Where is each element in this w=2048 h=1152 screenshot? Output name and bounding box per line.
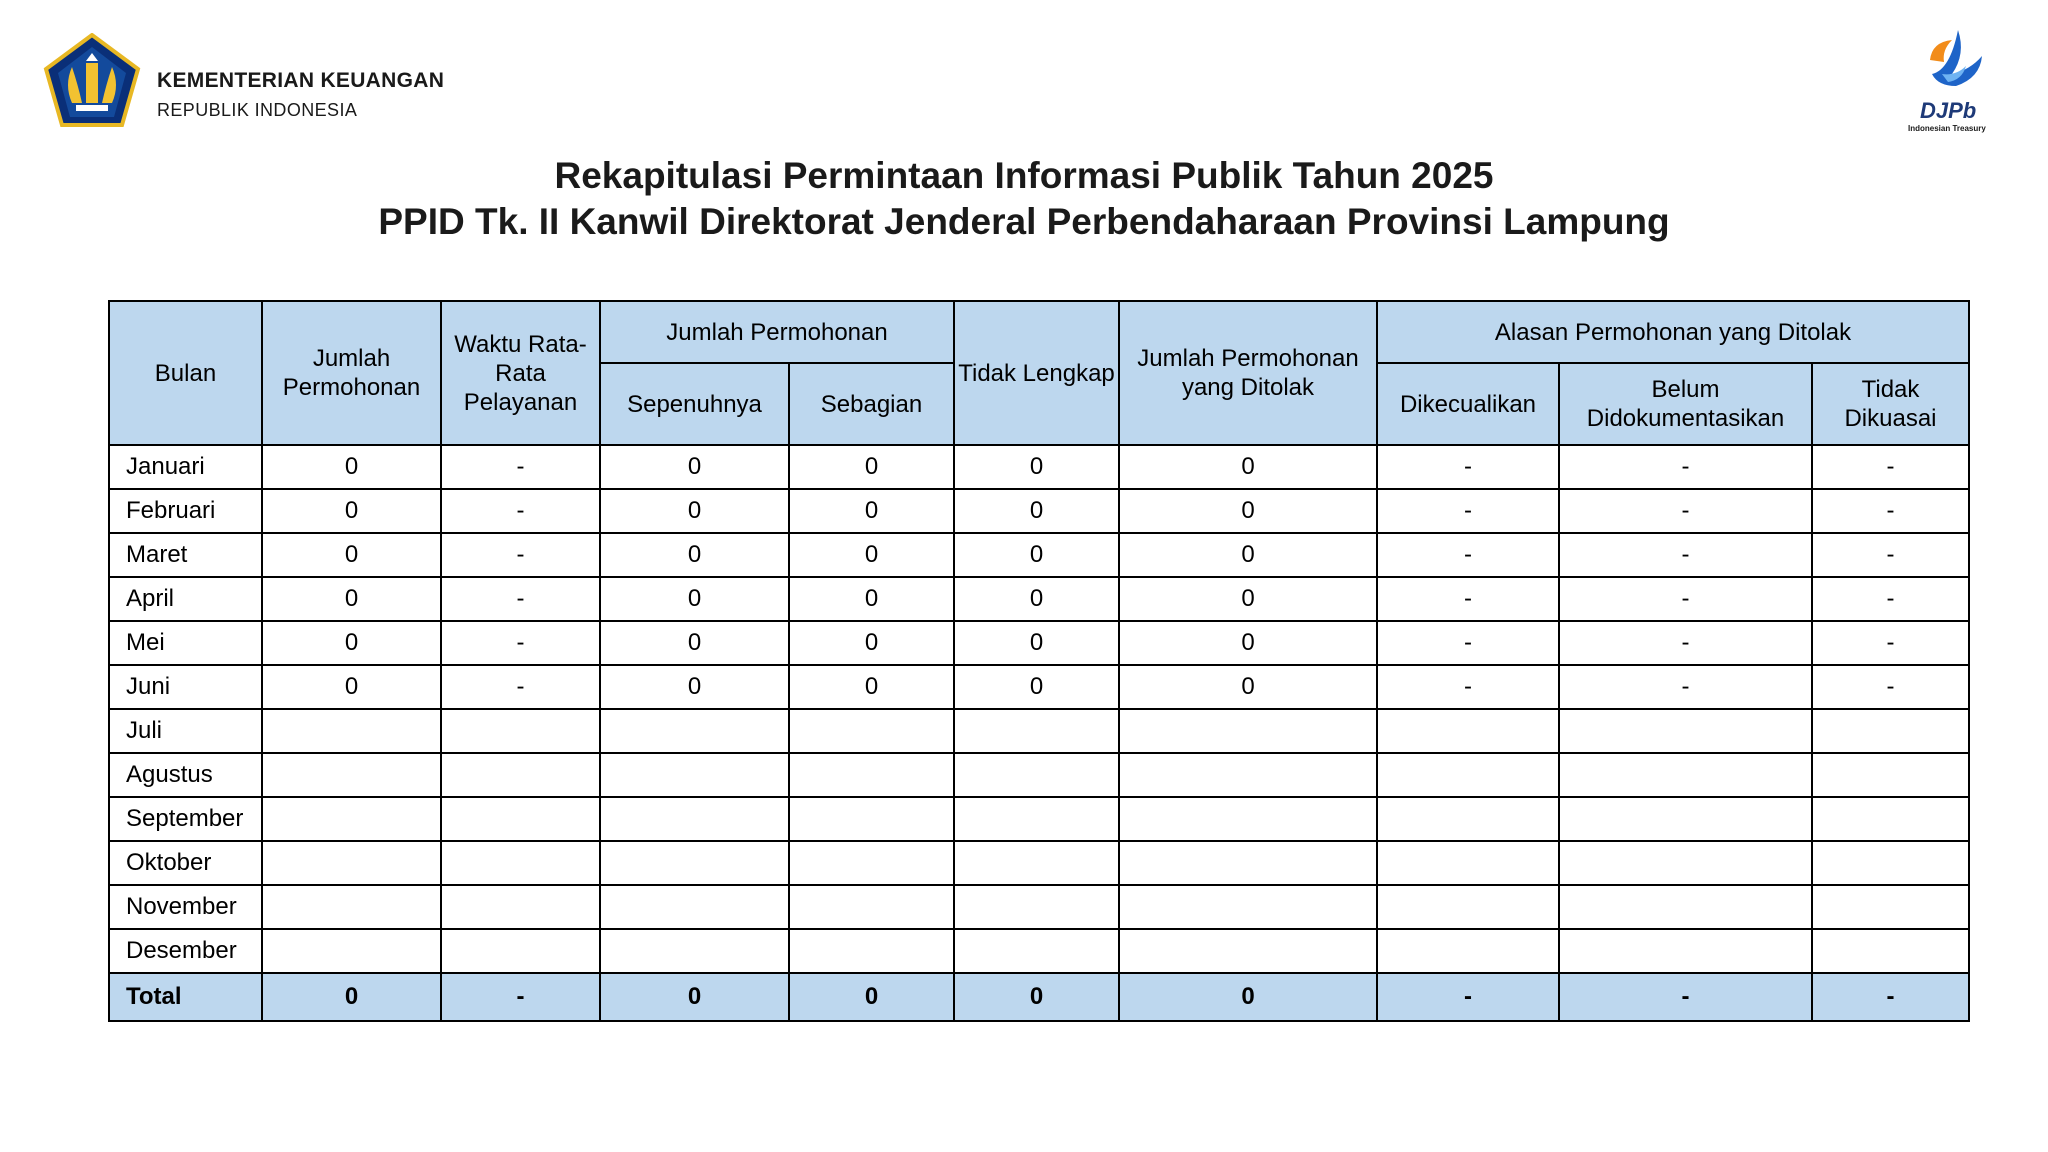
table-cell	[1812, 709, 1969, 753]
table-cell: 0	[262, 445, 441, 489]
table-cell: 0	[1119, 665, 1377, 709]
table-cell	[441, 841, 600, 885]
page-subtitle: PPID Tk. II Kanwil Direktorat Jenderal Perbendaharaan Provinsi Lampung	[378, 201, 1670, 242]
table-cell: -	[1812, 577, 1969, 621]
table-cell	[262, 929, 441, 973]
table-cell	[1377, 885, 1559, 929]
table-row	[109, 445, 1969, 489]
table-cell: 0	[954, 621, 1119, 665]
table-row	[109, 577, 1969, 621]
table-cell: -	[1812, 665, 1969, 709]
table-cell: -	[1812, 533, 1969, 577]
col-header-ditolak: Jumlah Permohonan yang Ditolak	[1119, 301, 1377, 445]
table-row	[109, 621, 1969, 665]
djpb-tagline: Indonesian Treasury	[1908, 124, 1986, 133]
table-cell	[789, 841, 954, 885]
table-cell	[1812, 841, 1969, 885]
table-cell: 0	[1119, 577, 1377, 621]
table-cell: -	[1559, 577, 1812, 621]
table-cell	[441, 885, 600, 929]
table-cell: -	[1812, 973, 1969, 1021]
table-row	[109, 489, 1969, 533]
table-cell	[1119, 797, 1377, 841]
table-cell: -	[1377, 973, 1559, 1021]
table-cell: 0	[954, 445, 1119, 489]
table-cell: 0	[600, 445, 789, 489]
table-row	[109, 797, 1969, 841]
table-cell	[262, 797, 441, 841]
row-label-cell: Mei	[109, 621, 262, 665]
table-cell	[1559, 929, 1812, 973]
row-label-cell: Januari	[109, 445, 262, 489]
table-cell	[441, 929, 600, 973]
table-cell: -	[1559, 621, 1812, 665]
table-cell	[1812, 753, 1969, 797]
table-cell	[954, 753, 1119, 797]
row-label-cell: Maret	[109, 533, 262, 577]
row-label-cell: November	[109, 885, 262, 929]
table-cell: -	[441, 973, 600, 1021]
table-cell: 0	[1119, 533, 1377, 577]
table-cell: -	[1559, 533, 1812, 577]
table-cell	[600, 841, 789, 885]
table-cell: -	[441, 489, 600, 533]
table-cell	[1559, 709, 1812, 753]
table-row	[109, 753, 1969, 797]
row-label-cell: Oktober	[109, 841, 262, 885]
table-cell: 0	[1119, 973, 1377, 1021]
table-cell: 0	[1119, 445, 1377, 489]
col-header-belum-didokumentasikan: Belum Didokumentasikan	[1559, 363, 1812, 445]
table-cell	[1812, 797, 1969, 841]
table-cell	[1559, 841, 1812, 885]
table-cell: 0	[789, 445, 954, 489]
table-cell: 0	[789, 665, 954, 709]
ministry-name: KEMENTERIAN KEUANGAN	[157, 69, 445, 92]
table-cell	[600, 753, 789, 797]
ministry-emblem-icon	[42, 33, 142, 129]
table-cell: 0	[262, 533, 441, 577]
table-cell: 0	[1119, 621, 1377, 665]
table-cell	[262, 709, 441, 753]
col-header-jumlah-permohonan: Jumlah Permohonan	[262, 301, 441, 445]
recap-table	[108, 300, 1970, 1022]
table-cell: -	[1559, 973, 1812, 1021]
row-label-cell: Desember	[109, 929, 262, 973]
table-row	[109, 841, 1969, 885]
table-cell	[1119, 885, 1377, 929]
table-cell: -	[441, 621, 600, 665]
table-cell	[262, 885, 441, 929]
table-cell: -	[1377, 621, 1559, 665]
table-cell: -	[1377, 665, 1559, 709]
table-cell: 0	[789, 973, 954, 1021]
table-cell	[600, 797, 789, 841]
table-cell: -	[1559, 665, 1812, 709]
table-cell: -	[441, 445, 600, 489]
table-row	[109, 709, 1969, 753]
table-cell: 0	[789, 489, 954, 533]
table-cell: -	[1377, 445, 1559, 489]
row-label-cell: September	[109, 797, 262, 841]
table-cell: -	[441, 665, 600, 709]
table-cell	[262, 841, 441, 885]
djpb-brand: DJPb	[1920, 98, 1977, 123]
table-cell: 0	[1119, 489, 1377, 533]
table-cell	[789, 885, 954, 929]
table-cell: 0	[789, 533, 954, 577]
table-cell: -	[1377, 533, 1559, 577]
table-cell: -	[1559, 489, 1812, 533]
djpb-logo-icon	[1922, 30, 1992, 90]
total-row	[109, 973, 1969, 1021]
table-cell: 0	[954, 665, 1119, 709]
table-cell	[600, 929, 789, 973]
col-header-dikecualikan: Dikecualikan	[1377, 363, 1559, 445]
table-cell: -	[441, 533, 600, 577]
row-label-cell: Juli	[109, 709, 262, 753]
table-cell: -	[441, 577, 600, 621]
col-header-waktu-rata-rata: Waktu Rata-Rata Pelayanan	[441, 301, 600, 445]
table-cell: 0	[262, 665, 441, 709]
table-cell: 0	[262, 621, 441, 665]
table-cell	[1377, 797, 1559, 841]
table-cell: -	[1377, 577, 1559, 621]
table-cell	[1377, 929, 1559, 973]
ministry-country: REPUBLIK INDONESIA	[157, 100, 358, 120]
table-cell: 0	[789, 621, 954, 665]
table-cell	[954, 929, 1119, 973]
table-cell: -	[1812, 621, 1969, 665]
col-header-sebagian: Sebagian	[789, 363, 954, 445]
table-cell	[954, 709, 1119, 753]
table-cell	[789, 797, 954, 841]
table-cell: 0	[600, 533, 789, 577]
djpb-logo-block	[1900, 30, 2010, 140]
table-cell	[954, 797, 1119, 841]
table-cell: 0	[954, 577, 1119, 621]
table-body	[109, 445, 1969, 1021]
ministry-logo-block	[42, 33, 482, 129]
table-cell	[1377, 753, 1559, 797]
table-cell	[789, 929, 954, 973]
table-cell: 0	[954, 533, 1119, 577]
table-cell	[1119, 929, 1377, 973]
table-cell	[789, 709, 954, 753]
table-cell: 0	[789, 577, 954, 621]
table-cell: 0	[600, 621, 789, 665]
row-label-cell: April	[109, 577, 262, 621]
table-cell	[1119, 753, 1377, 797]
table-cell: -	[1559, 445, 1812, 489]
col-group-alasan-ditolak: Alasan Permohonan yang Ditolak	[1377, 301, 1969, 363]
table-cell	[1377, 841, 1559, 885]
table-cell	[441, 709, 600, 753]
table-cell: 0	[600, 577, 789, 621]
table-cell	[1559, 885, 1812, 929]
table-cell	[262, 753, 441, 797]
table-cell: 0	[262, 973, 441, 1021]
row-label-cell: Total	[109, 973, 262, 1021]
table-cell: -	[1812, 489, 1969, 533]
table-cell: 0	[600, 489, 789, 533]
table-cell	[1559, 797, 1812, 841]
col-header-tidak-dikuasai: Tidak Dikuasai	[1812, 363, 1969, 445]
table-row	[109, 929, 1969, 973]
table-cell	[954, 841, 1119, 885]
table-cell: -	[1377, 489, 1559, 533]
table-cell	[954, 885, 1119, 929]
table-cell	[1377, 709, 1559, 753]
row-label-cell: Juni	[109, 665, 262, 709]
page-title: Rekapitulasi Permintaan Informasi Publik Tahun 2025	[554, 155, 1494, 196]
col-header-sepenuhnya: Sepenuhnya	[600, 363, 789, 445]
col-group-jumlah-permohonan: Jumlah Permohonan	[600, 301, 954, 363]
row-label-cell: Agustus	[109, 753, 262, 797]
table-cell	[441, 753, 600, 797]
table-cell: 0	[954, 489, 1119, 533]
table-cell	[600, 885, 789, 929]
table-cell: 0	[262, 489, 441, 533]
table-cell: 0	[600, 665, 789, 709]
table-row	[109, 533, 1969, 577]
col-header-tidak-lengkap: Tidak Lengkap	[954, 301, 1119, 445]
table-row	[109, 665, 1969, 709]
header-row	[109, 301, 1969, 363]
table-cell	[1119, 709, 1377, 753]
table-cell: 0	[262, 577, 441, 621]
col-header-bulan: Bulan	[109, 301, 262, 445]
table-cell	[1812, 885, 1969, 929]
table-cell	[1559, 753, 1812, 797]
row-label-cell: Februari	[109, 489, 262, 533]
table-cell: 0	[600, 973, 789, 1021]
table-cell	[789, 753, 954, 797]
table-cell	[1119, 841, 1377, 885]
table-cell: 0	[954, 973, 1119, 1021]
table-cell	[1812, 929, 1969, 973]
table-cell	[600, 709, 789, 753]
table-row	[109, 885, 1969, 929]
table-cell: -	[1812, 445, 1969, 489]
table-cell	[441, 797, 600, 841]
